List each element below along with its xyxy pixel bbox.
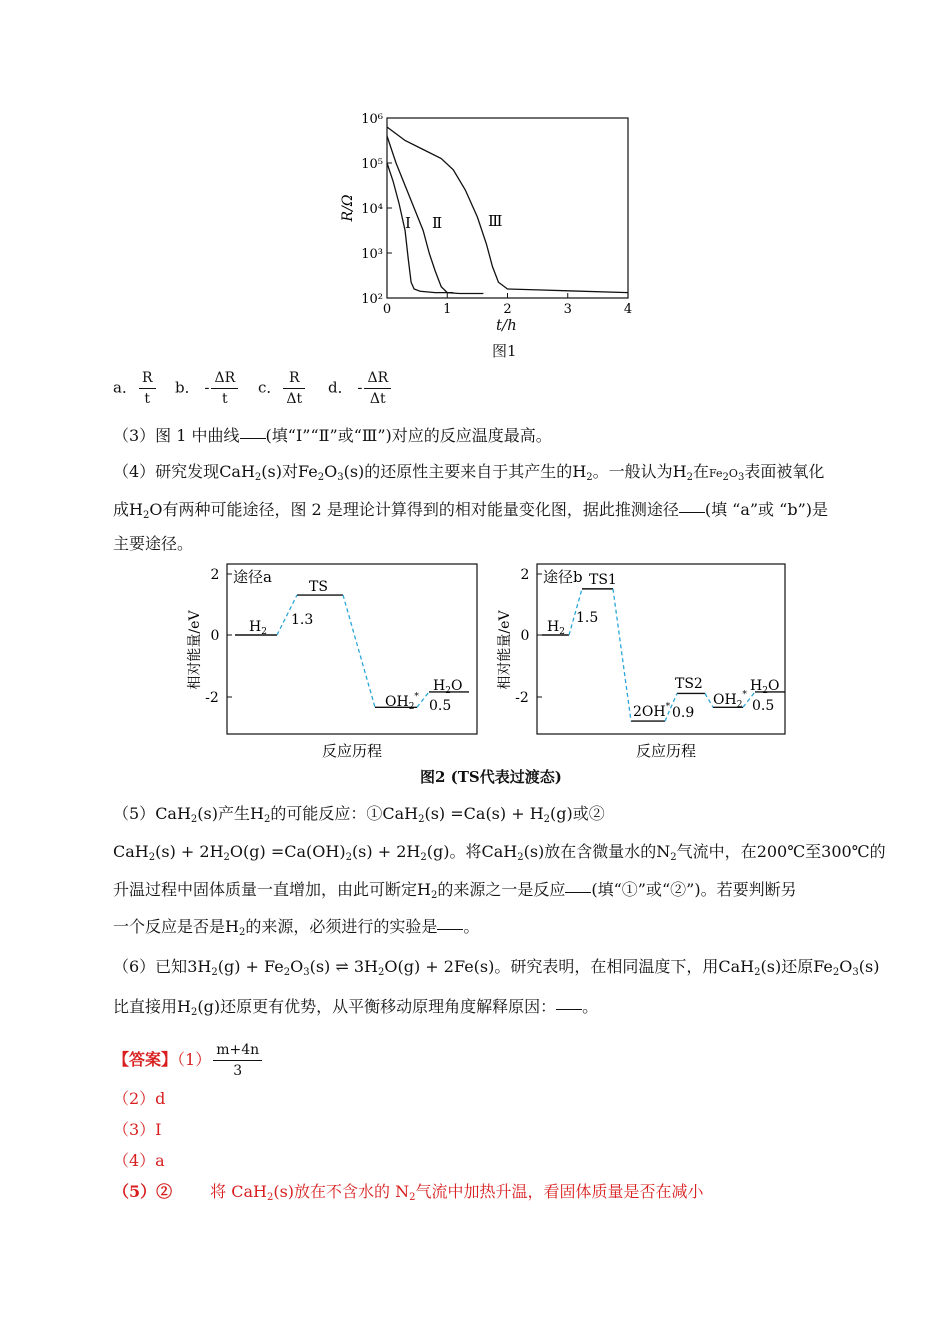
figure1-xtick-label: 4	[623, 302, 633, 317]
figure1-curve-label-3: Ⅲ	[488, 212, 503, 230]
panel-b-ylabel: 相对能量/eV	[497, 610, 513, 690]
figure1-ytick-label: 10⁵	[361, 157, 383, 172]
panel-b-h2o-value: 0.5	[752, 698, 775, 714]
figure1-ytick-label: 10³	[361, 247, 383, 262]
option-b-sign: -	[204, 378, 210, 397]
option-d	[328, 368, 393, 409]
question-5-line-4: 一个反应是否是$H_2$的来源，必须进行的实验是 。	[113, 917, 480, 938]
option-d-label: d．	[328, 378, 353, 397]
figure1-xtick-label: 3	[563, 302, 572, 317]
figure1-chart	[330, 108, 640, 333]
panel-b-ts2-label: TS2	[675, 676, 703, 692]
figure1-caption: 图1	[492, 342, 517, 360]
panel-a-h2o-value: 0.5	[429, 698, 452, 714]
figure1-xtick-label: 0	[382, 302, 392, 317]
q4-blank	[679, 511, 705, 513]
figure1-x-ticks	[383, 293, 632, 317]
option-a-denominator: t	[144, 391, 151, 407]
figure1-ylabel: R/Ω	[340, 194, 356, 222]
question-4-line-2: 成$H_2O$有两种可能途径，图 2 是理论计算得到的相对能量变化图，据此推测途径 (填 “a”或 “b”)是	[113, 500, 828, 521]
option-a	[113, 368, 158, 409]
figure1-xtick-label: 1	[443, 302, 452, 317]
option-b	[175, 368, 240, 409]
question-4-line-3: 主要途径。	[113, 534, 194, 553]
answer-4: （4）a	[113, 1151, 165, 1170]
panel-b-connector-4	[705, 693, 713, 707]
panel-b-energy-levels	[542, 589, 785, 721]
figure1-plot-frame	[387, 118, 628, 298]
answer-1: 【答案】（1） $\frac{m+4n}{3}$	[113, 1040, 264, 1081]
panel-a-connector-2	[343, 595, 375, 707]
panel-a-h2-label: $H_2$	[249, 619, 267, 637]
question-5-line-3: 升温过程中固体质量一直增加，由此可断定$H_2$的来源之一是反应 (填“①”或“②”)。若要判断另	[113, 880, 797, 901]
panel-a-ts-label: TS	[309, 579, 328, 595]
panel-b-h2o-label: $H_2O$	[750, 678, 780, 696]
figure1-xlabel: t/h	[496, 316, 517, 334]
figure2-chart	[185, 558, 805, 768]
panel-a-ytick-0: 0	[210, 628, 220, 644]
panel-b-ytick-neg2: -2	[515, 690, 529, 706]
option-a-label: a．	[113, 378, 137, 397]
question-3: （3）图 1 中曲线 (填“Ⅰ”“Ⅱ”或“Ⅲ”)对应的反应温度最高。	[113, 426, 552, 445]
option-d-denominator: Δt	[369, 391, 386, 407]
option-c	[258, 368, 307, 409]
option-c-denominator: Δt	[286, 391, 303, 407]
option-b-numerator: ΔR	[211, 368, 238, 389]
panel-a-ts-value: 1.3	[291, 612, 314, 628]
figure1-curve-label-2: Ⅱ	[432, 214, 443, 232]
panel-a-h2o-label: $H_2O$	[433, 678, 463, 696]
figure1-curve-label-1: Ⅰ	[405, 214, 411, 232]
q6-blank	[556, 1008, 582, 1010]
panel-b-ts2-value: 0.9	[672, 705, 695, 721]
panel-b-xlabel: 反应历程	[635, 742, 697, 760]
option-a-numerator: R	[139, 368, 156, 389]
panel-a-xlabel: 反应历程	[321, 742, 383, 760]
panel-b-h2-label: $H_2$	[547, 619, 565, 637]
figure1-xtick-label: 2	[503, 302, 512, 317]
figure1-ytick-label: 10⁴	[361, 202, 383, 217]
panel-b-title: 途径b	[543, 568, 583, 586]
option-d-sign: -	[357, 378, 363, 397]
option-c-numerator: R	[283, 368, 305, 389]
question-6-line-1: （6）已知$3H_2(g) + Fe_2O_3(s)$ ⇌ $3H_2O(g) + 2Fe(s)$。研究表明，在相同温度下，用CaH$_2$(s)还原$Fe_2O_3(s)$	[113, 957, 880, 978]
q5-blank-1	[565, 891, 591, 893]
question-5-line-2: $CaH_2(s) + 2H_2O(g) =Ca(OH)_2(s) + 2H_2(g)$。将CaH$_2$(s)放在含微量水的$N_2$气流中，在200℃至300℃的	[113, 842, 886, 863]
answer-3: （3）Ⅰ	[113, 1120, 162, 1139]
figure1-curve-3	[387, 127, 628, 293]
panel-a-ytick-neg2: -2	[205, 690, 219, 706]
answer-2: （2）d	[113, 1089, 166, 1108]
figure1-ytick-label: 10²	[361, 292, 383, 307]
panel-a-title: 途径a	[233, 568, 272, 586]
panel-b-ts1-label: TS1	[589, 572, 617, 588]
panel-a-oh2-label: $OH_2^*$	[385, 692, 419, 712]
answer-tag: 【答案】	[113, 1050, 178, 1069]
option-d-numerator: ΔR	[364, 368, 391, 389]
figure1-ytick-label: 10⁶	[361, 112, 383, 127]
question-5-line-1: （5）CaH$_2$(s)产生$H_2$的可能反应：①CaH$_2$(s) $=Ca(s) + H_2(g)$或②	[113, 804, 605, 825]
panel-b-ytick-2: 2	[520, 567, 530, 583]
figure1-curves	[387, 127, 628, 294]
option-b-denominator: t	[221, 391, 228, 407]
panel-b-2oh-label: 2OH*	[633, 702, 671, 720]
q3-blank	[240, 437, 266, 439]
answer-1-numerator: m+4n	[213, 1040, 262, 1061]
panel-b-oh2-label: $OH_2^*$	[713, 690, 747, 710]
answer-1-denominator: 3	[233, 1063, 243, 1079]
q5-blank-2	[437, 928, 463, 930]
panel-b-ytick-0: 0	[520, 628, 530, 644]
figure2-caption: 图2 (TS代表过渡态)	[420, 768, 562, 786]
panel-b-ts1-value: 1.5	[576, 610, 599, 626]
option-b-label: b．	[175, 378, 200, 397]
panel-b-connector-2	[613, 589, 631, 721]
answer-5: （5）② 将 CaH$_2$(s)放在不含水的 $N_2$气流中加热升温，看固体质量是否在减小	[113, 1182, 704, 1203]
figure1-curve-1	[387, 163, 453, 293]
option-c-label: c．	[258, 378, 282, 397]
question-6-line-2: 比直接用$H_2(g)$还原更有优势，从平衡移动原理角度解释原因： 。	[113, 997, 599, 1018]
panel-a-ylabel: 相对能量/eV	[187, 610, 203, 690]
panel-a-ytick-2: 2	[210, 567, 220, 583]
question-4-line-1: （4）研究发现CaH$_2$(s)对$Fe_2O_3(s)$的还原性主要来自于其产生的$H_2$。一般认为$H_2$在$Fe_2O_3$表面被氧化	[113, 462, 825, 483]
